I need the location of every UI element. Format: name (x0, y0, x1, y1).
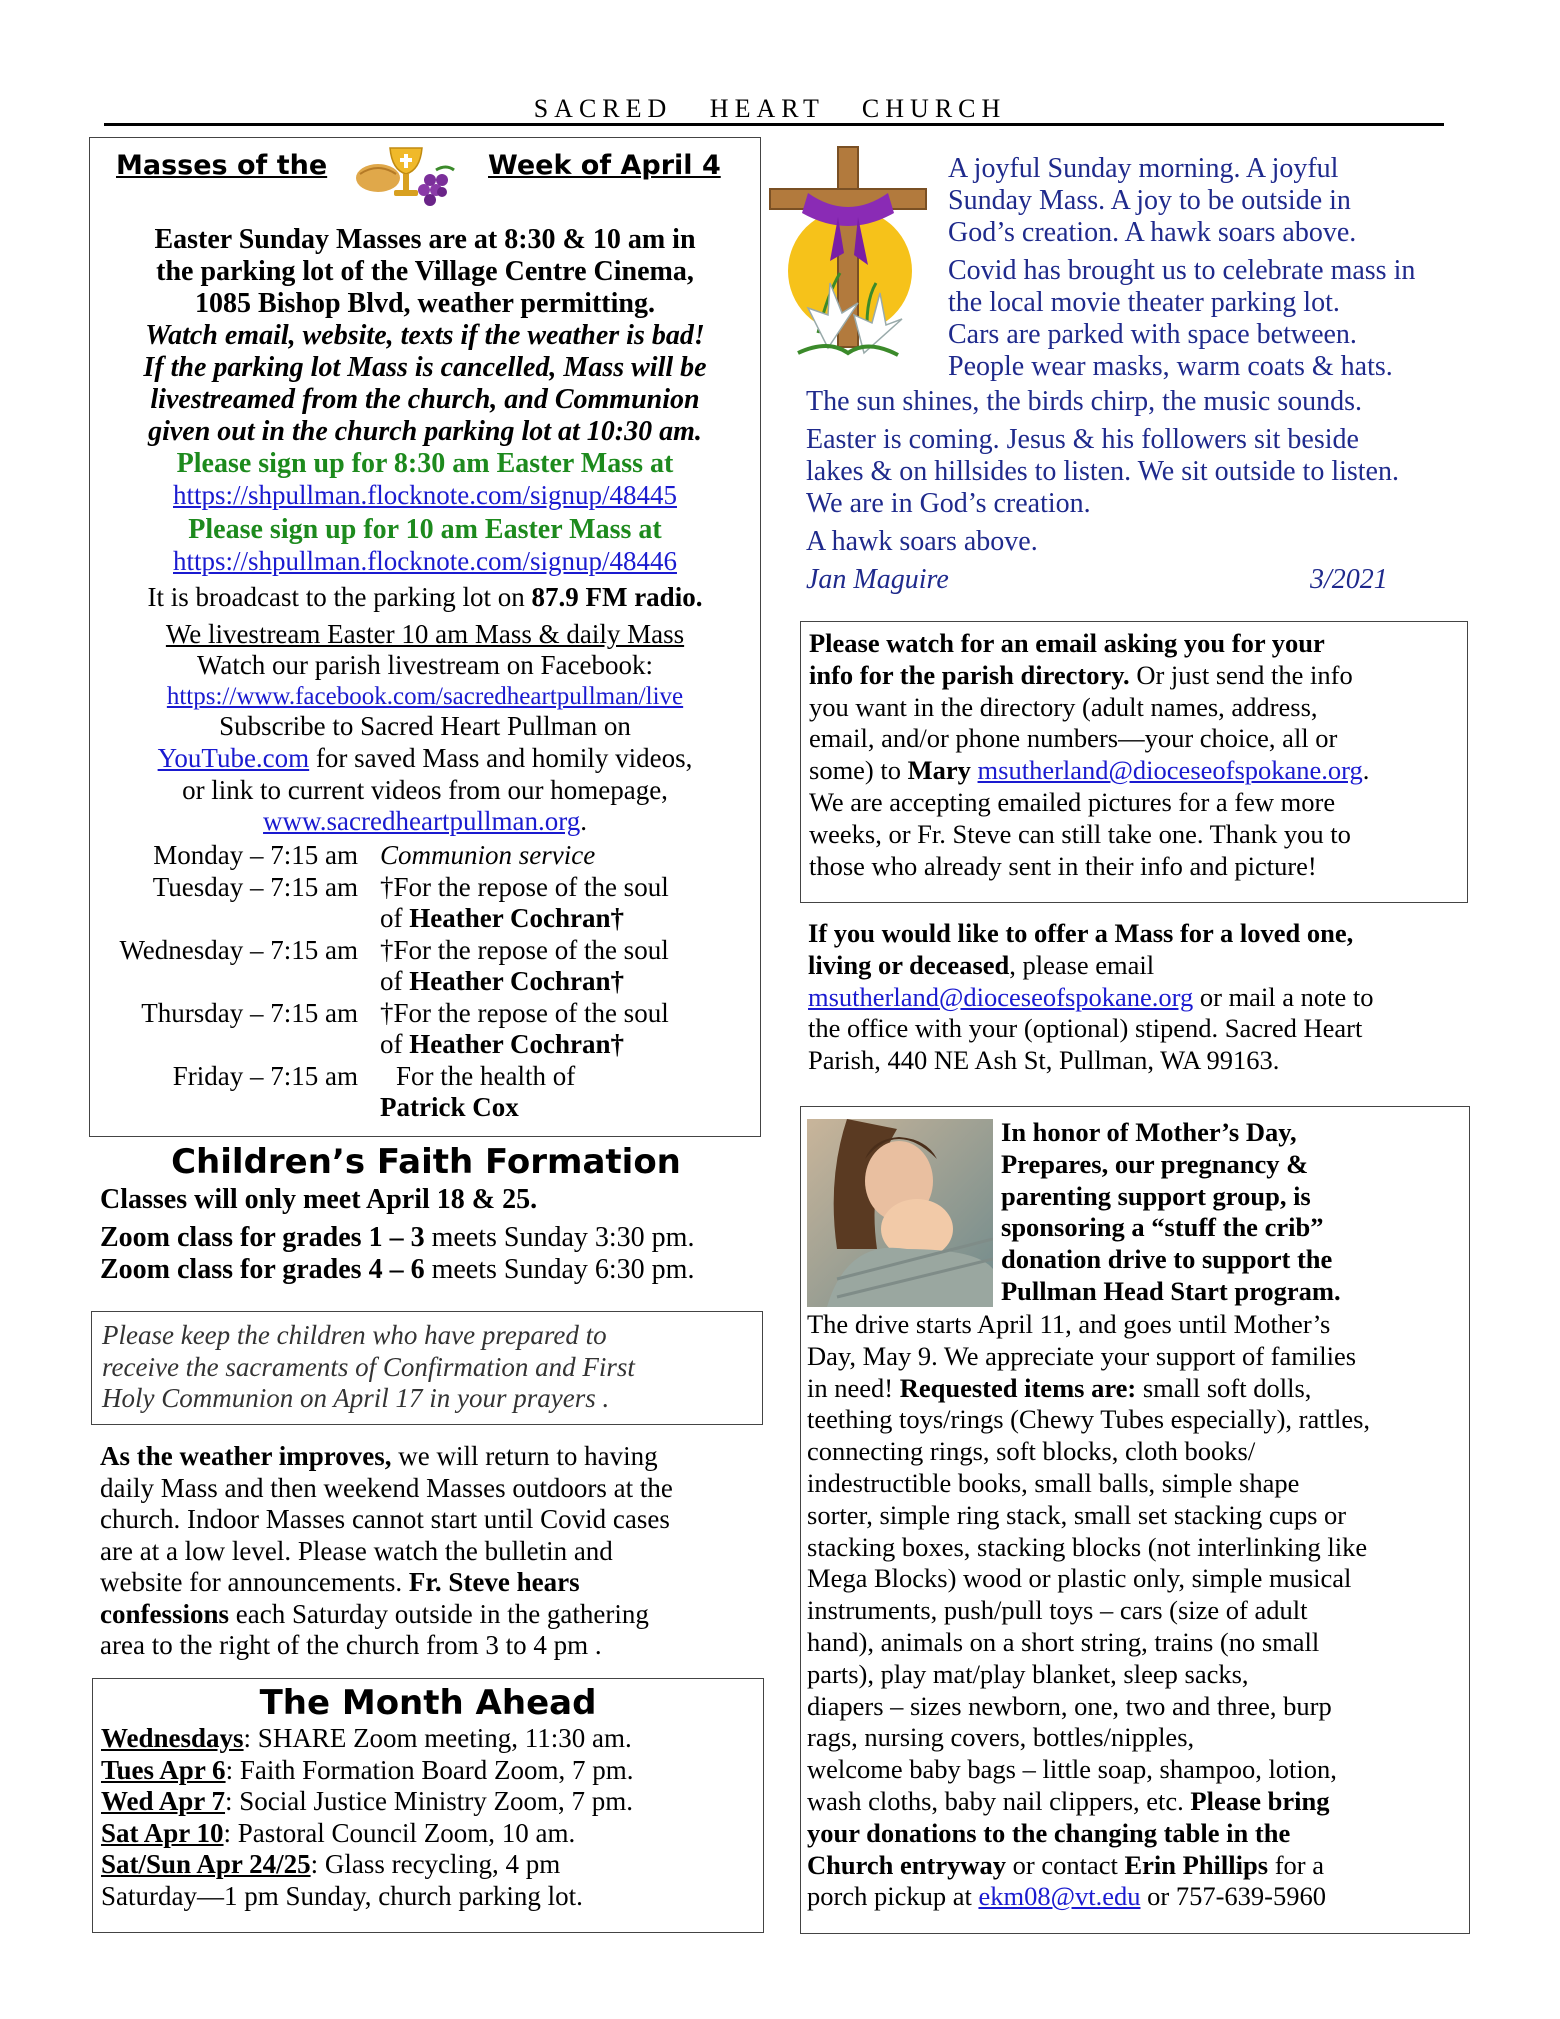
mother-baby-photo (807, 1119, 993, 1307)
signup-830-link[interactable]: https://shpullman.flocknote.com/signup/48445 (173, 480, 677, 510)
livestream-heading: We livestream Easter 10 am Mass & daily Mass (165, 619, 685, 649)
youtube-link[interactable]: YouTube.com (157, 743, 310, 773)
homepage-link[interactable]: www.sacredheartpullman.org (263, 806, 581, 836)
month-ahead-title: The Month Ahead (259, 1683, 597, 1723)
schedule-friday: Friday – 7:15 am For the health of Patrick Cox (172, 1060, 576, 1122)
offer-mass: If you would like to offer a Mass for a loved one, living or deceased, please email msutherland@dioceseofspokane.org or mail a note to the office with your (optional) stipend. Sacred Heart Parish, 440 NE Ash St, Pullman, WA 99163. (808, 918, 1374, 1076)
poem-date: 3/2021 (1310, 564, 1388, 595)
poem-author: Jan Maguire (806, 564, 949, 595)
broadcast-line: It is broadcast to the parking lot on 87.9 FM radio. (147, 582, 703, 612)
offer-mass-email-link[interactable]: msutherland@dioceseofspokane.org (808, 981, 1194, 1012)
erin-email-link[interactable]: ekm08@vt.edu (978, 1881, 1141, 1912)
facebook-link[interactable]: https://www.facebook.com/sacredheartpullman/live (166, 683, 684, 710)
signup-10-link[interactable]: https://shpullman.flocknote.com/signup/48446 (173, 546, 677, 576)
schedule-tuesday: Tuesday – 7:15 am †For the repose of the soul of Heather Cochran† (152, 871, 669, 933)
month-item: Sat Apr 10: Pastoral Council Zoom, 10 am. (101, 1817, 576, 1848)
directory-email-link[interactable]: msutherland@dioceseofspokane.org (977, 755, 1363, 786)
header-rule (104, 123, 1444, 126)
prayers-box: Please keep the children who have prepared to receive the sacraments of Confirmation and First Holy Communion on April 17 in your prayers . (91, 1311, 763, 1425)
masses-title-left: Masses of the (116, 150, 328, 181)
poem-full: The sun shines, the birds chirp, the music sounds. Easter is coming. Jesus & his followers sit beside lakes & on hillsides to listen. We sit outside to listen. We are in God’s creation. A hawk soars above. (806, 386, 1399, 557)
month-ahead-list: Wednesdays: SHARE Zoom meeting, 11:30 am. Tues Apr 6: Faith Formation Board Zoom, 7 pm. Wed Apr 7: Social Justice Ministry Zoom, 7 pm. Sat Apr 10: Pastoral Council Zoom, 10 am. Sat/Sun Apr 24/25: Glass recycling, 4 pm Saturday—1 pm Sunday, church parking lot. (101, 1723, 761, 1912)
directory-box: Please watch for an email asking you for your info for the parish directory. Or just send the info you want in the directory (adult names, address, email, and/or phone numbers—your choice, all or some) to Mary msutherland@dioceseofspokane.org. We are accepting emailed pictures for a few more weeks, or Fr. Steve can still take one. Thank you to those who already sent in their info and picture! (800, 621, 1468, 903)
schedule-monday: Monday – 7:15 am Communion service (153, 840, 596, 870)
mass-schedule (90, 840, 760, 1124)
month-item: Wed Apr 7: Social Justice Ministry Zoom, 7 pm. (101, 1786, 634, 1816)
subscribe-text: Subscribe to Sacred Heart Pullman on (219, 711, 631, 741)
poem-indented: A joyful Sunday morning. A joyful Sunday Mass. A joy to be outside in God’s creation. A hawk soars above. Covid has brought us to celebrate mass in the local movie theater parking lot. Cars are parked with space between. People wear masks, warm coats & hats. (948, 153, 1416, 382)
newsletter-header: SACRED HEART CHURCH (533, 94, 1007, 123)
childrens-faith-formation-title: Children’s Faith Formation (171, 1142, 681, 1182)
easter-info: Easter Sunday Masses are at 8:30 & 10 am in the parking lot of the Village Centre Cinema, 1085 Bishop Blvd, weather permitting. (154, 224, 696, 319)
month-item: Tues Apr 6: Faith Formation Board Zoom, 7 pm. (101, 1754, 634, 1785)
childrens-faith-formation: Classes will only meet April 18 & 25. Zoom class for grades 1 – 3 meets Sunday 3:30 pm. Zoom class for grades 4 – 6 meets Sunday 6:30 pm. (100, 1184, 695, 1285)
schedule-wednesday: Wednesday – 7:15 am †For the repose of the soul of Heather Cochran† (119, 934, 669, 996)
chalice-bread-grapes-icon (350, 140, 460, 210)
weather-note: As the weather improves, we will return to having daily Mass and then weekend Masses outdoors at the church. Indoor Masses cannot start until Covid cases are at a low level. Please watch the bulletin and website for announcements. Fr. Steve hears confessions each Saturday outside in the gathering area to the right of the church from 3 to 4 pm . (100, 1441, 673, 1660)
signup-10-label: Please sign up for 10 am Easter Mass at (188, 514, 662, 545)
homepage-text: or link to current videos from our homepage, (182, 775, 668, 805)
signup-830-label: Please sign up for 8:30 am Easter Mass at (176, 448, 674, 479)
masses-box: Masses of the Week of April 4 Easter Sunday Masses are at 8:30 & 10 am in the parking lot of the Village Centre Cinema, 1085 Bishop Blvd, weather permitting. Watch email, website, texts if the weather is bad! If the parking lot Mass is cancelled, Mass will be livestreamed from the church, and Communion given out in the church parking lot at 10:30 am. Please sign up for 8:30 am Easter Mass at https://shpullman.flocknote.com/signup/48445 Please sign up for 10 am Easter Mass at https://shpullman.flocknote.com/signup/48446 It is broadcast to the parking lot on 87.9 FM radio. We livestream Easter 10 am Mass & daily Mass Watch our parish livestream on Facebook: https://www.facebook.com/sacredheartpullman/live Subscribe to Sacred Heart Pullman on YouTube.com for saved Mass and homily videos, or link to current videos from our homepage, www.sacredheartpullman.org. Monday – 7:15 am Communion service Tuesday – 7:15 am †For the repose of the soul of Heather Cochran† Wednesday – 7:15 am †For the repose of the soul of Heather Cochran† Thursday – 7:15 am †For the repose of the soul of Heather Cochran† Friday – 7:15 am For the health of Patrick Cox (89, 137, 761, 1137)
easter-cross-lilies-icon (768, 143, 928, 368)
month-ahead-box (92, 1678, 764, 1933)
youtube-after: for saved Mass and homily videos, (309, 743, 693, 773)
month-item: Wednesdays: SHARE Zoom meeting, 11:30 am. (101, 1723, 632, 1753)
schedule-thursday: Thursday – 7:15 am †For the repose of the soul of Heather Cochran† (141, 997, 669, 1059)
month-item: Sat/Sun Apr 24/25: Glass recycling, 4 pm (101, 1849, 561, 1879)
weather-warning: Watch email, website, texts if the weather is bad! If the parking lot Mass is cancelled, Mass will be livestreamed from the church, and Communion given out in the church parking lot at 10:30 am. (143, 320, 707, 447)
mothers-day-box: In honor of Mother’s Day, Prepares, our pregnancy & parenting support group, is sponsoring a “stuff the crib” donation drive to support the Pullman Head Start program. The drive starts April 11, and goes until Mother’s Day, May 9. We appreciate your support of families in need! Requested items are: small soft dolls, teething toys/rings (Chewy Tubes especially), rattles, connecting rings, soft blocks, cloth books/ indestructible books, small balls, simple shape sorter, simple ring stack, small set stacking cups or stacking boxes, stacking blocks (not interlinking like Mega Blocks) wood or plastic only, simple musical instruments, push/pull toys – cars (size of adult hand), animals on a short string, trains (no small parts), play mat/play blanket, sleep sacks, diapers – sizes newborn, one, two and three, burp rags, nursing covers, bottles/nipples, welcome baby bags – little soap, shampoo, lotion, wash cloths, baby nail clippers, etc. Please bring your donations to the changing table in the Church entryway or contact Erin Phillips for a porch pickup at ekm08@vt.edu or 757-639-5960 (800, 1106, 1470, 1934)
masses-title-right: Week of April 4 (488, 150, 721, 181)
facebook-text: Watch our parish livestream on Facebook: (197, 650, 653, 680)
